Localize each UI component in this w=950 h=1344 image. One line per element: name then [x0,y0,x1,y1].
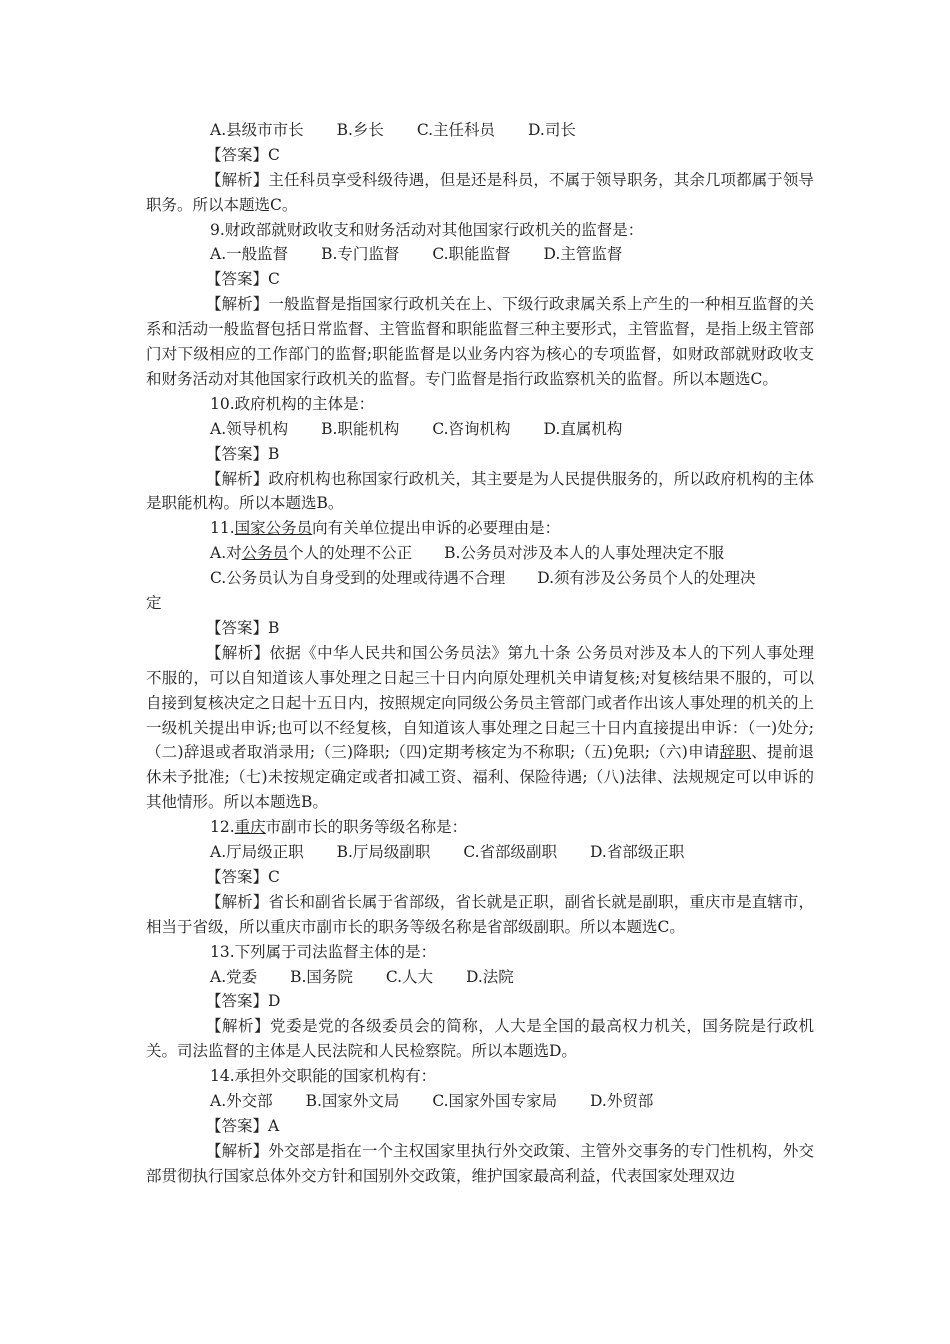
option-a: A.对公务员个人的处理不公正 [210,544,413,563]
option-a: A.领导机构 [210,419,289,438]
option-c: C.省部级副职 [463,843,558,862]
q11-analysis: 【解析】依据《中华人民共和国公务员法》第九十条 公务员对涉及本人的下列人事处理不服的，可以自知道该人事处理之日起三十日内向原处理机关申请复核;对复核结果不服的，可以自接到复核决定之日起十五日内，按照规定向同级公务员主管部门或者作出该人事处理的机关的上一级机关提出申诉;也可以不经复核，自知道该人事处理之日起三十日内直接提出申诉：（一)处分;（二)辞退或者取消录用;（三)降职;（四)定期考核定为不称职;（五)免职;（六)申请辞职、提前退休未予批准;（七)未按规定确定或者扣减工资、福利、保险待遇;（八)法律、法规规定可以申诉的其他情形。所以本题选B。 [146,643,814,812]
option-b: B.国家外文局 [305,1092,400,1111]
option-b: B.职能机构 [321,419,400,438]
q9-question: 9.财政部就财政收支和财务活动对其他国家行政机关的监督是： [210,220,644,239]
q8-analysis: 【解析】主任科员享受科级待遇，但是还是科员，不属于领导职务，其余几项都属于领导职务。所以本题选C。 [146,170,814,214]
q13-answer: 【答案】D [206,992,281,1011]
q9-answer: 【答案】C [206,270,280,289]
option-b: B.乡长 [336,121,384,139]
q12-number: 12. [210,818,235,837]
option-c: C.国家外国专家局 [432,1092,558,1111]
option-d: D.法院 [466,967,514,986]
q11-question-text: 向有关单位提出申诉的必要理由是： [312,519,561,538]
option-d: D.须有涉及公务员个人的处理决 [537,569,756,588]
q11-question [146,516,814,541]
q13-options [146,965,814,990]
document-page [146,118,814,1189]
option-c: C.职能监督 [432,245,511,264]
q11-options-ab [146,541,814,566]
civil-servant-link[interactable]: 国家公务员 [234,519,313,538]
q12-question-text: 市副市长的职务等级名称是： [265,818,468,837]
q9-analysis: 【解析】一般监督是指国家行政机关在上、下级行政隶属关系上产生的一种相互监督的关系和活动一般监督包括日常监督、主管监督和职能监督三种主要形式，主管监督，是指上级主管部门对下级相应的工作部门的监督;职能监督是以业务内容为核心的专项监督，如财政部就财政收支和财务活动对其他国家行政机关的监督。专门监督是指行政监察机关的监督。所以本题选C。 [146,295,814,388]
q10-question: 10.政府机构的主体是： [210,394,375,413]
option-b: B.公务员对涉及本人的人事处理决定不服 [444,544,724,563]
q13-analysis: 【解析】党委是党的各级委员会的简称，人大是全国的最高权力机关，国务院是行政机关。司法监督的主体是人民法院和人民检察院。所以本题选D。 [146,1017,814,1061]
option-d: D.主管监督 [543,245,623,264]
option-b: B.专门监督 [321,245,400,264]
option-b: B.厅局级副职 [336,843,431,862]
q8-options [146,118,814,143]
q10-analysis: 【解析】政府机构也称国家行政机关，其主要是为人民提供服务的，所以政府机构的主体是职能机构。所以本题选B。 [146,469,814,513]
option-a: A.县级市市长 [210,121,304,139]
q11-options-cd [146,566,814,591]
option-c: C.咨询机构 [432,419,511,438]
option-a: A.一般监督 [210,245,289,264]
q14-analysis: 【解析】外交部是指在一个主权国家里执行外交政策、主管外交事务的专门性机构，外交部贯彻执行国家总体外交方针和国别外交政策，维护国家最高利益，代表国家处理双边 [146,1141,814,1185]
option-c: C.人大 [385,967,434,986]
civil-servant-link-2[interactable]: 公务员 [241,544,289,563]
option-a: A.党委 [210,967,258,986]
chongqing-link[interactable]: 重庆 [234,818,266,837]
option-d: D.外贸部 [590,1092,654,1111]
q8-answer: 【答案】C [206,145,280,164]
q14-question: 14.承担外交职能的国家机构有： [210,1067,437,1086]
q9-options [146,242,814,267]
option-d: D.省部级正职 [590,843,685,862]
option-a: A.厅局级正职 [210,843,304,862]
q14-options [146,1089,814,1114]
resignation-link[interactable]: 辞职 [719,743,752,762]
option-d: D.司长 [528,121,576,139]
q11-number: 11. [210,519,235,538]
q12-question [146,815,814,840]
option-d: D.直属机构 [543,419,623,438]
q10-answer: 【答案】B [206,444,280,463]
q13-question: 13.下列属于司法监督主体的是： [210,942,437,961]
q11-option-d-wrap: 定 [146,594,162,613]
q14-answer: 【答案】A [206,1116,280,1135]
option-a: A.外交部 [210,1092,273,1111]
q10-options [146,417,814,442]
q12-answer: 【答案】C [206,867,280,886]
q12-options [146,840,814,865]
q11-answer: 【答案】B [206,618,280,637]
option-c: C.公务员认为自身受到的处理或待遇不合理 [210,569,506,588]
option-c: C.主任科员 [416,121,496,139]
q12-analysis: 【解析】省长和副省长属于省部级，省长就是正职，副省长就是副职，重庆市是直辖市，相当于省级，所以重庆市副市长的职务等级名称是省部级副职。所以本题选C。 [146,892,814,936]
option-b: B.国务院 [290,967,353,986]
